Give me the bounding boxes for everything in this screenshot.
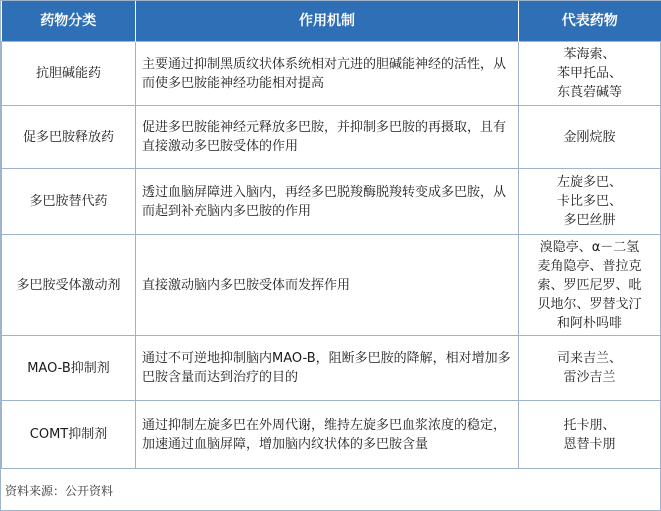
drug-name: 贝地尔、罗替戈汀 bbox=[537, 296, 642, 312]
mechanism-cell: 透过血脑屏障进入脑内，再经多巴脱羧酶脱羧转变成多巴胺，从而起到补充脑内多巴胺的作用 bbox=[136, 169, 519, 235]
header-category: 药物分类 bbox=[2, 1, 136, 42]
representative-cell bbox=[519, 336, 661, 401]
drug-name: 溴隐亭、α－二氢 bbox=[539, 239, 640, 255]
source-note: 资料来源：公开资料 bbox=[5, 484, 114, 498]
drug-name: 麦角隐亭、普拉克 bbox=[537, 258, 642, 274]
drug-name: 金刚烷胺 bbox=[563, 129, 616, 145]
table-row bbox=[2, 106, 661, 169]
drug-classification-table bbox=[1, 1, 661, 469]
drug-name: 东莨菪碱等 bbox=[556, 85, 622, 100]
drug-name: 恩替卡朋 bbox=[563, 436, 616, 452]
representative-cell bbox=[519, 106, 661, 169]
drug-name: 卡比多巴、 bbox=[556, 194, 622, 209]
representative-cell bbox=[519, 235, 661, 336]
mechanism-cell: 通过抑制左旋多巴在外周代谢，维持左旋多巴血浆浓度的稳定，加速通过血脑屏障，增加脑内纹状体的多巴胺含量 bbox=[136, 401, 519, 469]
drug-name: 索、罗匹尼罗、吡 bbox=[537, 277, 642, 293]
mechanism-cell: 直接激动脑内多巴胺受体而发挥作用 bbox=[136, 235, 519, 336]
header-row bbox=[2, 1, 661, 42]
representative-cell bbox=[519, 42, 661, 106]
drug-name: 和阿朴吗啡 bbox=[556, 315, 622, 331]
mechanism-cell: 主要通过抑制黑质纹状体系统相对亢进的胆碱能神经的活性，从而使多巴胺能神经功能相对提高 bbox=[136, 42, 519, 106]
category-cell: 促多巴胺释放药 bbox=[2, 106, 136, 169]
table-row bbox=[2, 401, 661, 469]
drug-name: 苯甲托品、 bbox=[556, 66, 622, 81]
table-row bbox=[2, 169, 661, 235]
table-row bbox=[2, 336, 661, 401]
drug-name: 苯海索、 bbox=[563, 47, 616, 62]
category-cell: COMT抑制剂 bbox=[2, 401, 136, 469]
drug-name: 司来吉兰、 bbox=[556, 351, 622, 366]
category-cell: MAO-B抑制剂 bbox=[2, 336, 136, 401]
representative-cell bbox=[519, 401, 661, 469]
drug-name: 左旋多巴、 bbox=[556, 175, 622, 190]
category-cell: 多巴胺替代药 bbox=[2, 169, 136, 235]
drug-name: 雷沙吉兰 bbox=[563, 370, 616, 385]
category-cell: 多巴胺受体激动剂 bbox=[2, 235, 136, 336]
category-cell: 抗胆碱能药 bbox=[2, 42, 136, 106]
table-row bbox=[2, 235, 661, 336]
mechanism-cell: 促进多巴胺能神经元释放多巴胺，并抑制多巴胺的再摄取，且有直接激动多巴胺受体的作用 bbox=[136, 106, 519, 169]
drug-name: 多巴丝肼 bbox=[563, 213, 616, 228]
drug-name: 托卡朋、 bbox=[563, 417, 616, 433]
mechanism-cell: 通过不可逆地抑制脑内MAO-B，阻断多巴胺的降解，相对增加多巴胺含量而达到治疗的目的 bbox=[136, 336, 519, 401]
table-row bbox=[2, 42, 661, 106]
representative-cell bbox=[519, 169, 661, 235]
header-representative: 代表药物 bbox=[519, 1, 661, 42]
header-mechanism: 作用机制 bbox=[136, 1, 519, 42]
